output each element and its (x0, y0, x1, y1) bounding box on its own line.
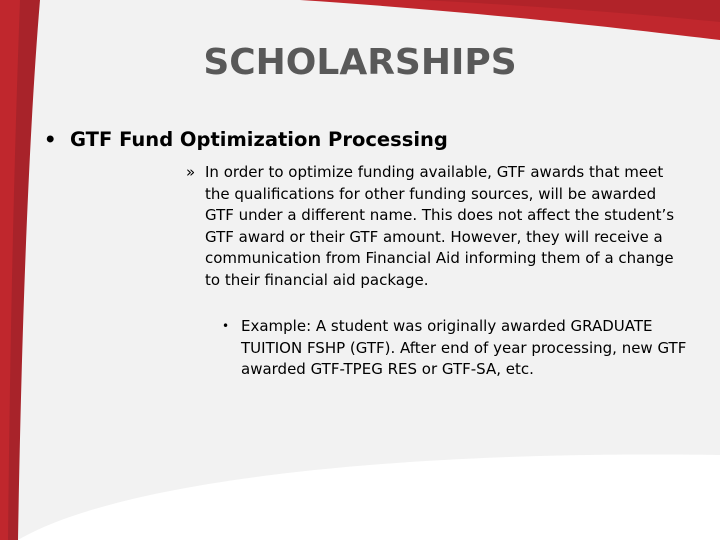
bottom-white-curve (18, 454, 720, 540)
bullet-marker: • (44, 128, 57, 151)
bullet-level3 (222, 316, 692, 381)
bullet-level3-text: Example: A student was originally awarded GRADUATE TUITION FSHP (GTF). After end of year processing, new GTF awarded GTF-TPEG RES or GTF-SA, etc. (241, 317, 687, 378)
bullet-level2 (186, 162, 686, 291)
slide-title: SCHOLARSHIPS (203, 42, 517, 83)
bullet-level2-marker: » (186, 163, 196, 181)
bullet-level1 (44, 128, 684, 151)
bullet-level1-text: GTF Fund Optimization Processing (70, 128, 448, 151)
bullet-level2-text: In order to optimize funding available, GTF awards that meet the qualifications for other funding sources, will be awarded GTF under a different name. This does not affect the student’s GTF award or their GTF amount. However, they will receive a communication from Financial Aid informing them of a change to their financial aid package. (205, 163, 675, 289)
bullet-level3-marker: • (222, 319, 230, 333)
